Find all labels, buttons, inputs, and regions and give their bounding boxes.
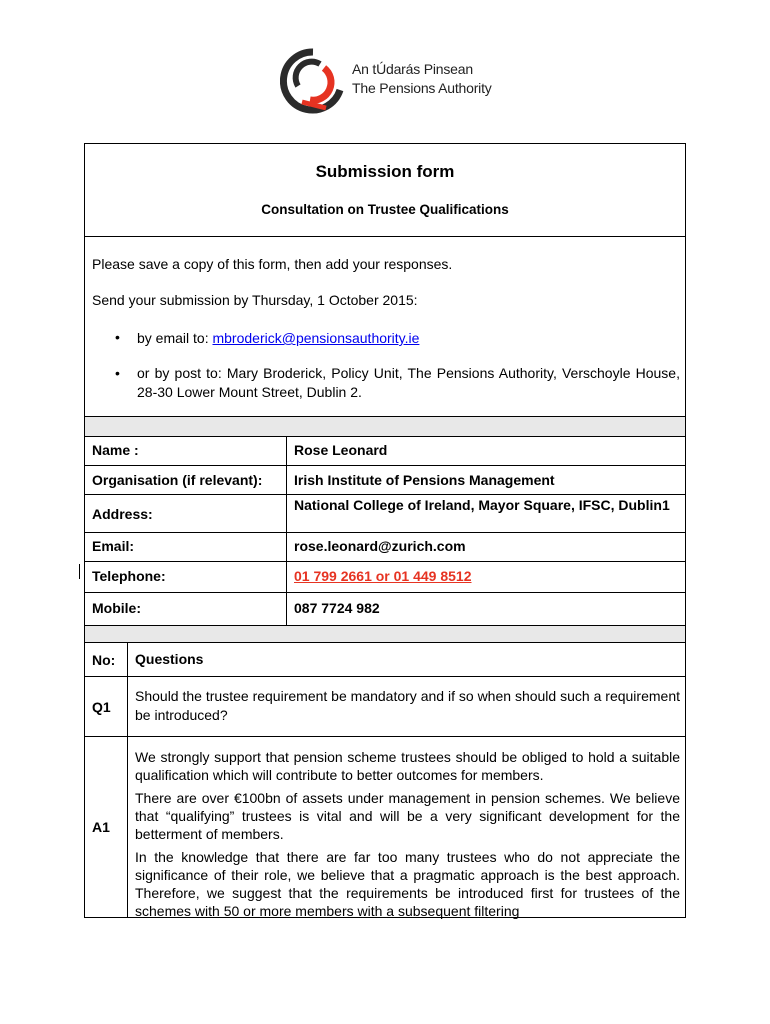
section-divider [85,416,685,437]
telephone-label: Telephone: [92,568,166,584]
email-link[interactable]: mbroderick@pensionsauthority.ie [212,330,420,346]
mobile-row [85,593,685,626]
section-divider [85,625,685,643]
logo-line-irish: An tÚdarás Pinsean [352,61,473,77]
a1-row [85,737,685,918]
instruction-deadline: Send your submission by Thursday, 1 October 2015: [92,292,418,308]
a1-paragraph-1[interactable]: We strongly support that pension scheme trustees should be obliged to hold a suitable qualification which will contribute to better outcomes for members. [135,749,680,783]
q1-row [85,677,685,737]
email-row [85,533,685,562]
organisation-value[interactable]: Irish Institute of Pensions Management [294,472,555,488]
address-label: Address: [92,506,153,522]
email-value[interactable]: rose.leonard@zurich.com [294,538,466,554]
bullet-email-prefix: by email to: [137,330,213,346]
organisation-label: Organisation (if relevant): [92,472,263,488]
no-header: No: [92,652,116,668]
bullet-glyph: • [115,365,120,381]
logo-text [352,60,492,98]
form-title: Submission form [315,162,455,181]
bullet-email [137,329,680,348]
address-row [85,495,685,533]
mobile-value[interactable]: 087 7724 982 [294,600,380,616]
name-row [85,436,685,466]
a1-paragraph-3[interactable]: In the knowledge that there are far too many trustees who do not appreciate the significance of their role, we believe that a pragmatic approach is the best approach. Therefore, we suggest that the requirements be introduced first for trustees of the schemes with 50 or more members with a subsequent filtering [135,849,680,919]
organisation-row [85,466,685,495]
logo-line-english: The Pensions Authority [352,80,492,96]
a1-id: A1 [92,819,110,835]
form-header [85,144,685,237]
bullet-glyph: • [115,329,120,345]
form-subtitle: Consultation on Trustee Qualifications [261,202,509,217]
q1-text: Should the trustee requirement be mandatory and if so when should such a requirement be introduced? [135,688,680,723]
a1-paragraph-2[interactable]: There are over €100bn of assets under management in pension schemes. We believe that “qualifying” trustees is vital and will be a very significant development for the betterment of members. [135,790,680,842]
instruction-save: Please save a copy of this form, then add your responses. [92,256,453,272]
bullet-post: or by post to: Mary Broderick, Policy Unit, The Pensions Authority, Verschoyle House, 28-30 Lower Mount Street, Dublin 2. [137,365,680,400]
mobile-label: Mobile: [92,600,141,616]
telephone-value[interactable]: 01 799 2661 or 01 449 8512 [294,568,472,584]
submission-form [84,143,686,918]
questions-header-row [85,642,685,677]
questions-header: Questions [135,651,204,667]
name-label: Name : [92,442,139,458]
text-cursor [79,564,80,579]
pensions-authority-logo [280,46,510,116]
address-value[interactable]: National College of Ireland, Mayor Square, IFSC, Dublin1 [294,497,670,513]
q1-id: Q1 [92,699,111,715]
telephone-row [85,562,685,593]
email-label: Email: [92,538,135,554]
logo-mark-icon [280,46,346,116]
name-value[interactable]: Rose Leonard [294,442,388,458]
